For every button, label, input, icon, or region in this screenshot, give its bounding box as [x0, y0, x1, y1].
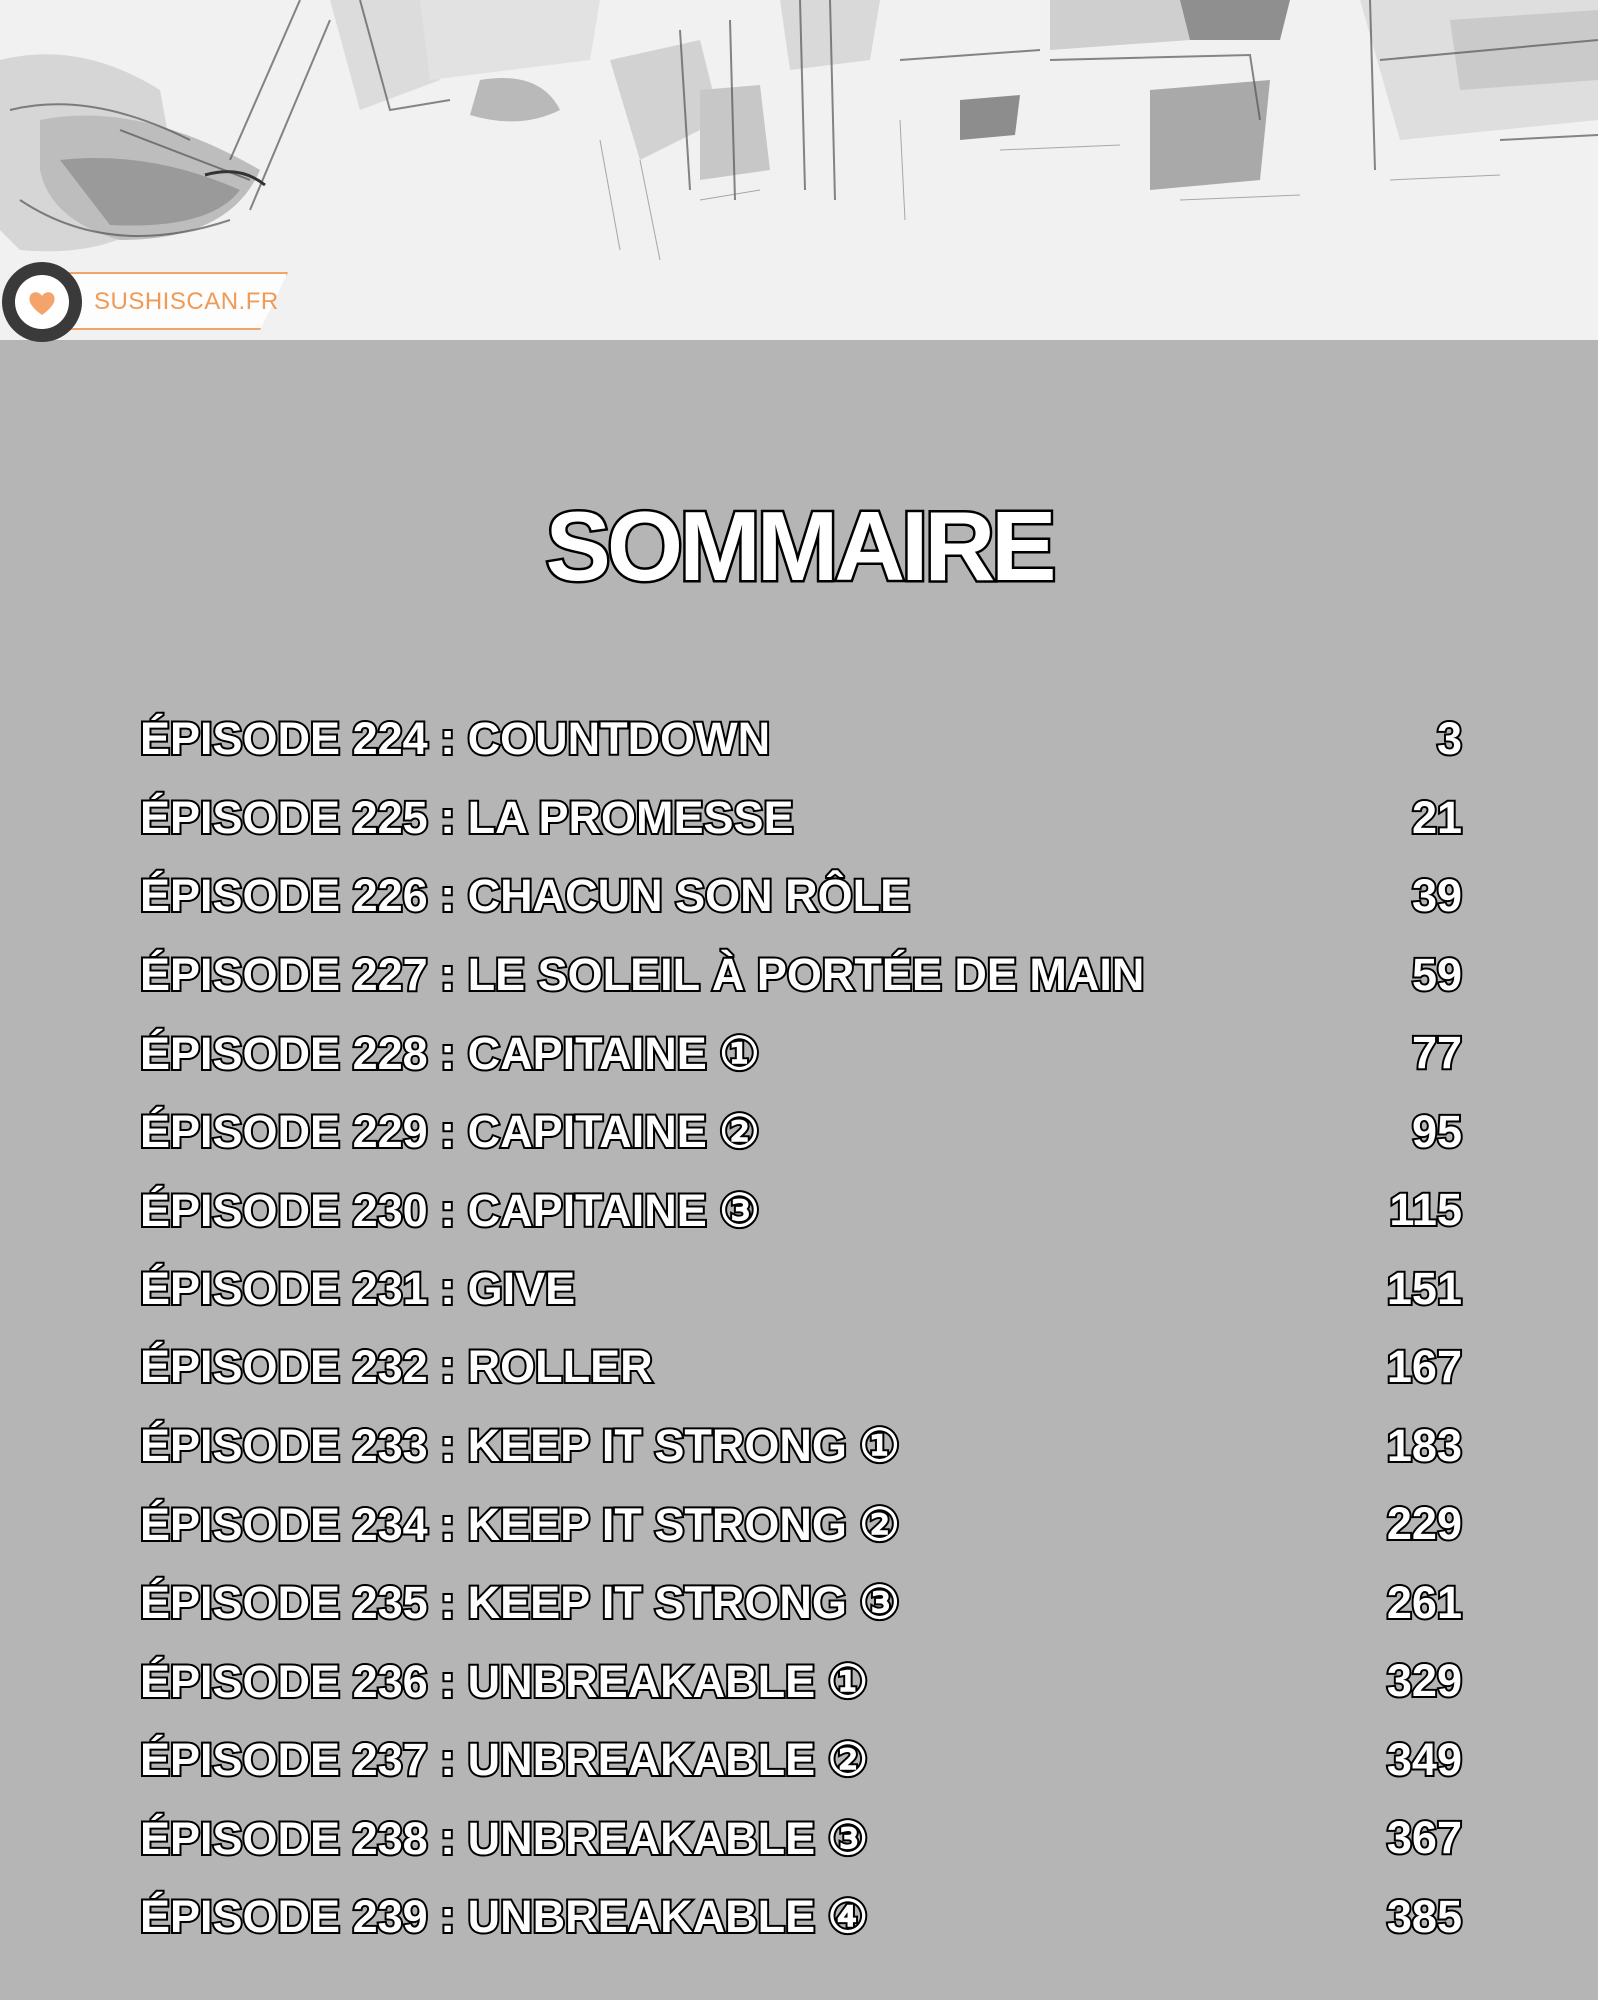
episode-title: ÉPISODE 234 : KEEP IT STRONG ②: [140, 1498, 900, 1550]
page-number: 261: [1386, 1576, 1462, 1628]
toc-entry: [140, 1250, 1462, 1329]
episode-title: ÉPISODE 228 : CAPITAINE ①: [140, 1027, 760, 1079]
toc-entry: [140, 1014, 1462, 1093]
toc-entry: [140, 1642, 1462, 1721]
episode-title: ÉPISODE 225 : LA PROMESSE: [140, 791, 794, 843]
page-number: 167: [1386, 1341, 1462, 1393]
toc-entry: [140, 1093, 1462, 1172]
page-number: 151: [1386, 1262, 1462, 1314]
toc-entry: [140, 1485, 1462, 1564]
toc-entry: [140, 779, 1462, 858]
page-number: 229: [1386, 1498, 1462, 1550]
episode-title: ÉPISODE 238 : UNBREAKABLE ③: [140, 1812, 868, 1864]
heart-icon: [25, 285, 59, 319]
page-number: 77: [1411, 1027, 1462, 1079]
page-number: 3: [1436, 713, 1462, 765]
toc-entry: [140, 936, 1462, 1015]
page-number: 39: [1411, 870, 1462, 922]
site-watermark: [2, 262, 302, 342]
episode-title: ÉPISODE 235 : KEEP IT STRONG ③: [140, 1577, 900, 1629]
watermark-text: SUSHISCAN.FR: [94, 288, 279, 315]
page-number: 329: [1386, 1655, 1462, 1707]
watermark-logo: [2, 262, 82, 342]
toc-entry: [140, 1721, 1462, 1800]
page-number: 385: [1386, 1890, 1462, 1942]
page-number: 21: [1411, 791, 1462, 843]
page-number: 59: [1411, 948, 1462, 1000]
toc-entry: [140, 700, 1462, 779]
toc-entry: [140, 857, 1462, 936]
toc-entry: [140, 1407, 1462, 1486]
episode-title: ÉPISODE 229 : CAPITAINE ②: [140, 1106, 760, 1158]
episode-title: ÉPISODE 239 : UNBREAKABLE ④: [140, 1891, 868, 1943]
page-title: SOMMAIRE: [545, 491, 1053, 601]
episode-title: ÉPISODE 230 : CAPITAINE ③: [140, 1184, 760, 1236]
toc-entry: [140, 1878, 1462, 1957]
toc-entry: [140, 1328, 1462, 1407]
page-number: 349: [1386, 1733, 1462, 1785]
episode-title: ÉPISODE 224 : COUNTDOWN: [140, 713, 771, 765]
page-number: 95: [1411, 1105, 1462, 1157]
episode-title: ÉPISODE 236 : UNBREAKABLE ①: [140, 1655, 868, 1707]
page-number: 183: [1386, 1419, 1462, 1471]
toc-entry: [140, 1799, 1462, 1878]
episode-title: ÉPISODE 233 : KEEP IT STRONG ①: [140, 1420, 900, 1472]
episode-title: ÉPISODE 237 : UNBREAKABLE ②: [140, 1734, 868, 1786]
toc-entry: [140, 1171, 1462, 1250]
episode-title: ÉPISODE 231 : GIVE: [140, 1262, 576, 1314]
episode-title: ÉPISODE 227 : LE SOLEIL À PORTÉE DE MAIN: [140, 948, 1145, 1000]
table-of-contents: [140, 700, 1462, 1956]
page-number: 367: [1386, 1812, 1462, 1864]
episode-title: ÉPISODE 232 : ROLLER: [140, 1341, 653, 1393]
page-number: 115: [1389, 1184, 1462, 1236]
episode-title: ÉPISODE 226 : CHACUN SON RÔLE: [140, 870, 911, 922]
toc-entry: [140, 1564, 1462, 1643]
